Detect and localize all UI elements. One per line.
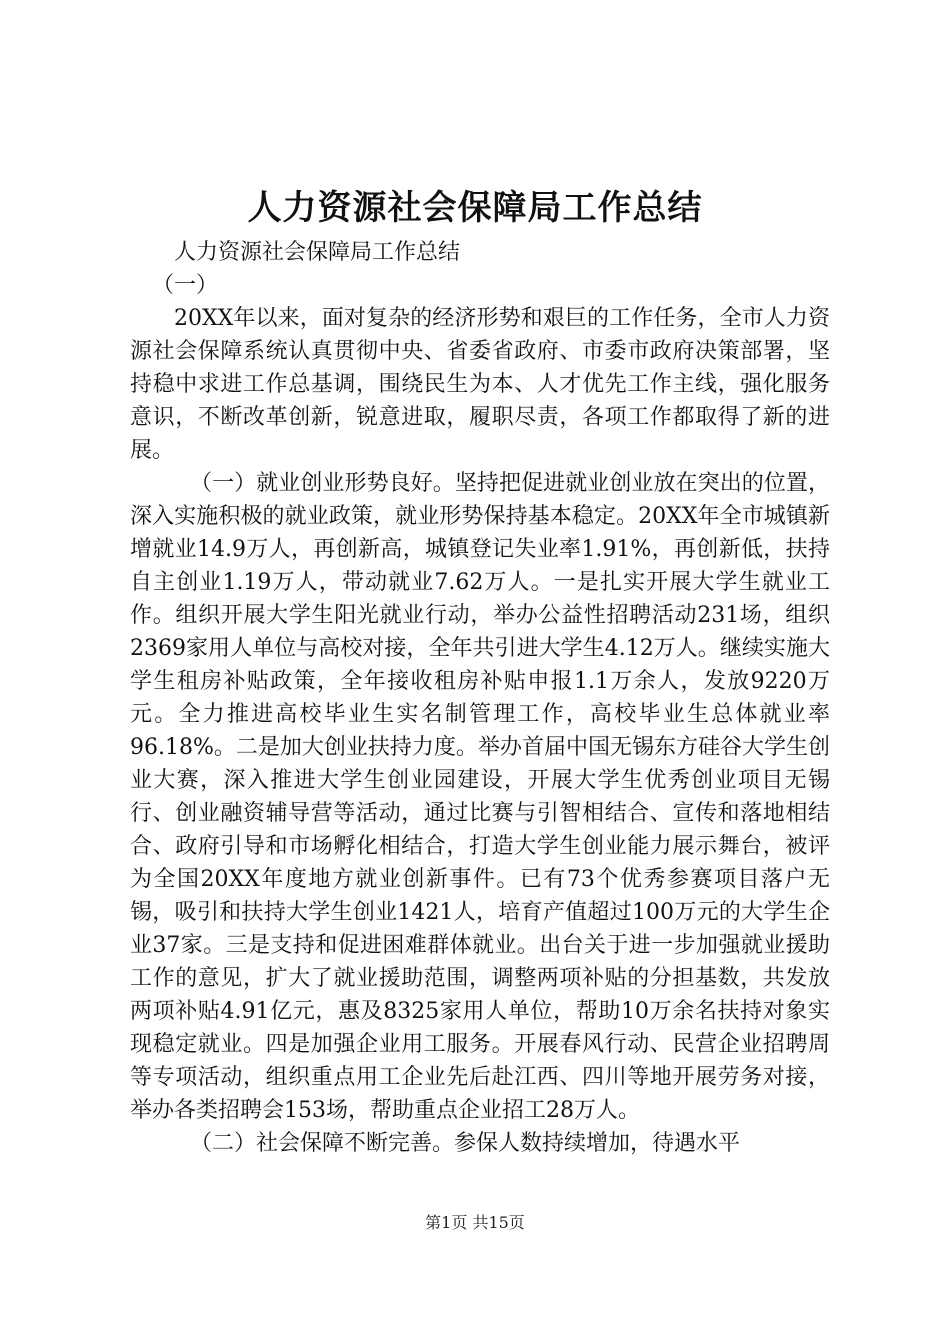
section-marker: （一） [152,273,219,298]
document-body [130,236,830,1160]
paragraph-intro: 20XX年以来，面对复杂的经济形势和艰巨的工作任务，全市人力资源社会保障系统认真贯彻中央、省委省政府、市委市政府决策部署，坚持稳中求进工作总基调，围绕民生为本、人才优先工作主线，强化服务意识，不断改革创新，锐意进取，履职尽责，各项工作都取得了新的进展。 [130,306,830,463]
document-title: 人力资源社会保障局工作总结 [247,188,703,228]
subtitle-line: 人力资源社会保障局工作总结 [174,240,461,265]
paragraph-social-security: （二）社会保障不断完善。参保人数持续增加，待遇水平 [190,1131,741,1156]
page-number-footer: 第1页 共15页 [425,1213,525,1232]
paragraph-employment: （一）就业创业形势良好。坚持把促进就业创业放在突出的位置，深入实施积极的就业政策，就业形势保持基本稳定。20XX年全市城镇新增就业14.9万人，再创新高，城镇登记失业率1.91%，再创新低，扶持自主创业1.19万人，带动就业7.62万人。一是扎实开展大学生就业工作。组织开展大学生阳光就业行动，举办公益性招聘活动231场，组织2369家用人单位与高校对接，全年共引进大学生4.12万人。继续实施大学生租房补贴政策，全年接收租房补贴申报1.1万余人，发放9220万元。全力推进高校毕业生实名制管理工作，高校毕业生总体就业率96.18%。二是加大创业扶持力度。举办首届中国无锡东方硅谷大学生创业大赛，深入推进大学生创业园建设，开展大学生优秀创业项目无锡行、创业融资辅导营等活动，通过比赛与引智相结合、宣传和落地相结合、政府引导和市场孵化相结合，打造大学生创业能力展示舞台，被评为全国20XX年度地方就业创新事件。已有73个优秀参赛项目落户无锡，吸引和扶持大学生创业1421人，培育产值超过100万元的大学生企业37家。三是支持和促进困难群体就业。出台关于进一步加强就业援助工作的意见，扩大了就业援助范围，调整两项补贴的分担基数，共发放两项补贴4.91亿元，惠及8325家用人单位，帮助10万余名扶持对象实现稳定就业。四是加强企业用工服务。开展春风行动、民营企业招聘周等专项活动，组织重点用工企业先后赴江西、四川等地开展劳务对接，举办各类招聘会153场，帮助重点企业招工28万人。 [130,471,830,1123]
